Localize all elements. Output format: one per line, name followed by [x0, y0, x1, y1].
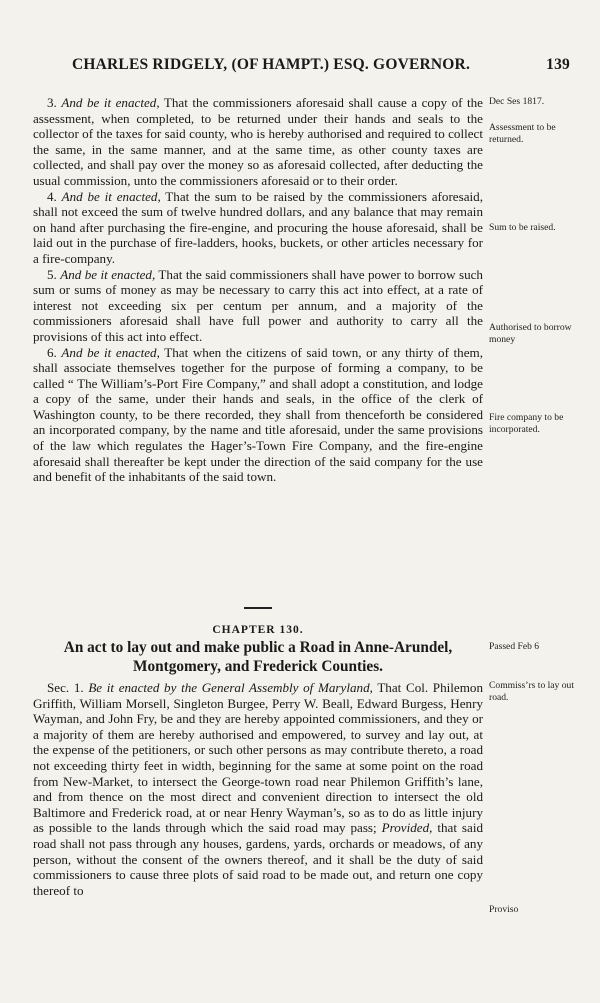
- section-5: [33, 267, 483, 345]
- enacting-clause: And be it enacted,: [61, 188, 161, 204]
- margin-note-date: Dec Ses 1817.: [489, 96, 545, 107]
- section-text: That when the citizens of said town, or any thirty of them, shall associate themselves together for the purpose of forming a company, to be called “ The William’s-Port Fire Company,” and shall adopt a constitution, and lodge a copy of the same, under their hands and seals, in the office of the clerk of Washington county, to be there recorded, they shall from thenceforth be considered an incorporated company, by the name and title aforesaid, under the same provisions of the law which regulates the Hager’s-Town Fire Company, and the fire-engine aforesaid shall thereafter be kept under the direction of the said company for the use and benefit of the inhabitants of the said town.: [33, 344, 483, 485]
- enacting-clause: And be it enacted,: [61, 344, 160, 360]
- margin-note-commissioners: Commiss’rs to lay out road.: [489, 680, 575, 703]
- sections-block: [33, 95, 483, 485]
- enacting-clause: Be it enacted by the General Assembly of Maryland,: [88, 680, 373, 695]
- section-4: [33, 189, 483, 267]
- proviso-word: Provided,: [381, 820, 433, 836]
- chapter-section-block: [33, 680, 483, 898]
- section-3: [33, 95, 483, 189]
- section-text: That the said commissioners shall have power to borrow such sum or sums of money as may be necessary to carry this act into effect, at a rate of interest not exceeding six per centum per annum, and a majority of the commissioners aforesaid shall have full power and authority to carry all the provisions of this act into effect.: [33, 266, 483, 344]
- section-number: 4.: [47, 188, 57, 204]
- margin-note-fire-company: Fire company to be incorporated.: [489, 412, 564, 435]
- chapter-heading: CHAPTER 130.: [212, 624, 304, 636]
- section-number: 5.: [47, 266, 57, 282]
- section-6: [33, 345, 483, 485]
- enacting-clause: And be it enacted,: [61, 95, 160, 110]
- chapter-section-1: [33, 680, 483, 898]
- section-number: 3.: [47, 95, 57, 110]
- margin-note-proviso: Proviso: [489, 904, 519, 915]
- margin-note-passed: Passed Feb 6: [489, 641, 540, 652]
- act-title: An act to lay out and make public a Road in Anne-Arundel, Montgomery, and Frederick Counties.: [63, 639, 453, 675]
- margin-note-sum: Sum to be raised.: [489, 222, 556, 233]
- section-divider: [244, 607, 272, 609]
- page-number: 139: [546, 56, 570, 73]
- section-number: 6.: [47, 344, 57, 360]
- running-head: [72, 56, 570, 74]
- section-number: Sec. 1.: [47, 680, 84, 695]
- section-text: That the commissioners aforesaid shall cause a copy of the assessment, when completed, to be returned under their hands and seals to the collector of the taxes for said county, who is hereby authorised and required to collect the same, in the same manner, and at the same time, as other county taxes are collected, and shall pay over the money so as aforesaid collected, after deducting the usual commission, unto the commissioners aforesaid or to their order.: [33, 95, 483, 188]
- section-text: That the sum to be raised by the commissioners aforesaid, shall not exceed the sum of twelve hundred dollars, and any balance that may remain on hand after purchasing the fire-engine, and procuring the house aforesaid, shall be laid out in the purchase of fire-ladders, hooks, buckets, or other articles necessary for a fire-company.: [33, 188, 483, 266]
- section-text: That Col. Philemon Griffith, William Morsell, Singleton Burgee, Perry W. Beall, Edward Burgess, Henry Wayman, and John Fry, be and they are hereby appointed commissioners, and they or a majority of them are hereby authorised and empowered, to survey and lay out, at the expense of the petitioners, or such other persons as may contribute thereto, a road not exceeding thirty feet in width, beginning for the same at some point on the road from New-Market, to intersect the George-town road near Philemon Griffith’s lane, and from thence on the most direct and convenient direction to intersect the old Baltimore and Frederick road, at or near Henry Wayman’s, so as to do as little injury as possible to the lands through which the said road may pass;: [33, 680, 483, 836]
- running-title: CHARLES RIDGELY, (OF HAMPT.) ESQ. GOVERNOR.: [72, 56, 471, 73]
- margin-note-assessment: Assessment to be returned.: [489, 122, 556, 145]
- section-text-continued: that said road shall not pass through any houses, gardens, yards, orchards or meadows, of any person, without the consent of the owners thereof, and it shall be the duty of said commissioners to cause three plots of said road to be made out, and return one copy thereof to: [33, 820, 483, 898]
- enacting-clause: And be it enacted,: [60, 266, 156, 282]
- margin-note-borrow: Authorised to borrow money: [489, 322, 572, 345]
